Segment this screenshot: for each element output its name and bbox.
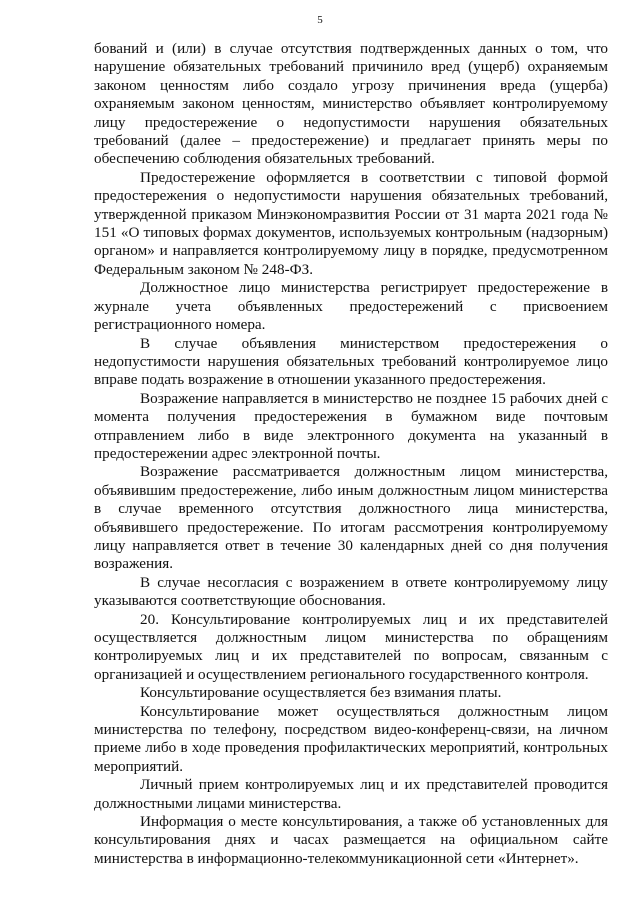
paragraph-consulting-free: Консультирование осуществляется без взимания платы. — [140, 684, 502, 702]
paragraph-continued: бований и (или) в случае отсутствия подтвержденных данных о том, что нарушение обязательных требований причинило вред (ущерб) охраняемым законом ценностям либо создало угрозу причинения вреда (ущерба) охраняемым законом ценностям, министерство объявляет контролируемому лицу предостережение о недопустимости нарушения обязательных требований (далее – предостережение) и предлагает принять меры по обеспечению соблюдения обязательных требований. — [94, 40, 608, 168]
paragraph-warning-form: Предостережение оформляется в соответствии с типовой формой предостережения о недопустимости нарушения обязательных требований, утвержденной приказом Минэкономразвития России от 31 марта 2021 года № 151 «О типовых формах документов, используемых контрольным (надзорным) органом» и направляется контролируемому лицу в порядке, предусмотренном Федеральным законом № 248-ФЗ. — [94, 168, 608, 278]
paragraph-objection-right: В случае объявления министерством предостережения о недопустимости нарушения обязательных требований контролируемое лицо вправе подать возражение в отношении указанного предостережения. — [94, 334, 608, 389]
document-body — [94, 40, 608, 868]
paragraph-consulting-info: Информация о месте консультирования, а также об установленных для консультирования днях и часах размещается на официальном сайте министерства в информационно-телекоммуникационной сети «Интернет». — [94, 813, 608, 867]
paragraph-personal-reception: Личный прием контролируемых лиц и их представителей проводится должностными лицами министерства. — [94, 776, 608, 812]
paragraph-consulting-methods: Консультирование может осуществляться должностным лицом министерства по телефону, посредством видео-конференц-связи, на личном приеме либо в ходе проведения профилактических мероприятий, контрольных мероприятий. — [94, 702, 608, 775]
paragraph-objection-review: Возражение рассматривается должностным лицом министерства, объявившим предостережение, либо иным должностным лицом министерства в случае временного отсутствия должностного лица министерства, объявившего предостережение. По итогам рассмотрения контролируемому лицу направляется ответ в течение 30 календарных дней со дня получения возражения. — [94, 463, 608, 573]
paragraph-objection-deadline: Возражение направляется в министерство не позднее 15 рабочих дней с момента получения предостережения в бумажном виде почтовым отправлением либо в виде электронного документа на указанный в предостережении адрес электронной почты. — [94, 389, 608, 462]
page-number: 5 — [317, 14, 323, 26]
paragraph-objection-disagreement: В случае несогласия с возражением в ответе контролируемому лицу указываются соответствующие обоснования. — [94, 573, 608, 610]
paragraph-warning-registration: Должностное лицо министерства регистрирует предостережение в журнале учета объявленных предостережений с присвоением регистрационного номера. — [94, 279, 608, 334]
paragraph-consulting-item-20: 20. Консультирование контролируемых лиц и их представителей осуществляется должностным лицом министерства по обращениям контролируемых лиц и их представителей по вопросам, связанным с организацией и осуществлением регионального государственного контроля. — [94, 610, 608, 683]
